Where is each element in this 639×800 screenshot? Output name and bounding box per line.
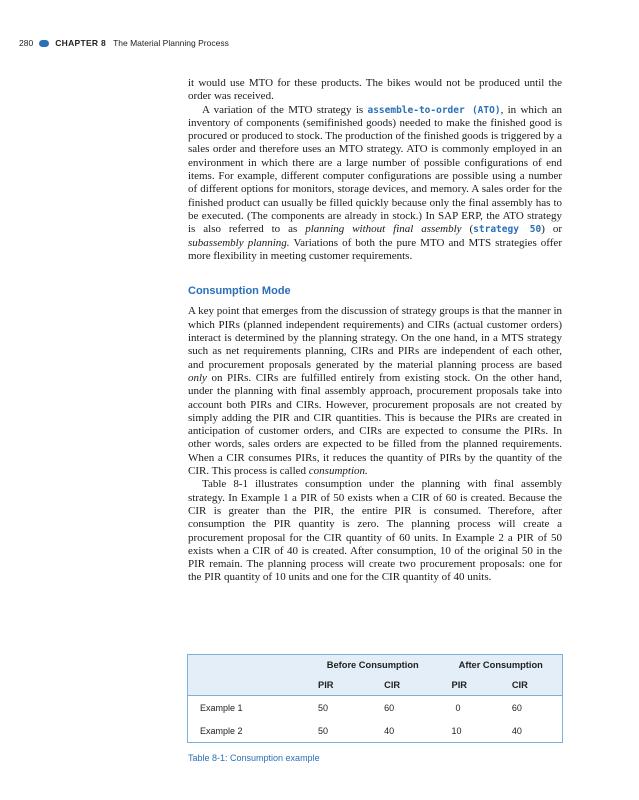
term-planning-without-final-assembly: planning without final assembly [305,223,462,236]
table-row [188,696,563,720]
table-corner-cell [188,655,307,676]
table-corner-cell [188,675,307,696]
paragraph-ato: A variation of the MTO strategy is assemble-to-order (ATO), in which an inventory of components (semifinished goods) needed to make the finished good is procured or produced to stock. The production of the finished goods is triggered by a sales order and therefore uses an MTO strategy. ATO is commonly employed in an environment in which there are a large number of possible configurations of end items. For example, different computer configurations are possible using a number of different options for monitors, storage devices, and memory. A sales order for the finished product can usually be filled quickly because only the final assembly has to be executed. (The components are already in stock.) In SAP ERP, the ATO strategy is also referred to as planning without final assembly (strategy 50) or subassembly planning. Variations of both the pure MTO and MTS strategies offer more flexibility in meeting customer requirements. [188,103,563,262]
emphasis-only: only [188,371,207,384]
group-header-before: Before Consumption [306,655,440,676]
paragraph-table-explanation: Table 8-1 illustrates consumption under the planning with final assembly strategy. In Example 1 a PIR of 50 exists when a CIR of 60 is created. Because the CIR is greater than the PIR, the entire PIR is consumed. Therefore, after consumption the PIR quantity is zero. The planning process will create a procurement proposal for the CIR quantity of 60 units. In Example 2 a PIR of 50 exists when a CIR of 40 is created. After consumption, 10 of the original 50 in the PIR remain. The planning process will create two procurement proposals: one for the PIR quantity of 10 units and one for the CIR quantity of 40 units. [188,478,562,584]
body-text [188,77,562,585]
cell-before-pir: 50 [306,696,372,720]
paragraph-consumption-mode: A key point that emerges from the discussion of strategy groups is that the manner in which PIRs (planned independent requirements) and CIRs (actual customer orders) interact is determined by the planning strategy. On the one hand, in a MTS strategy such as net requirements planning, CIRs and PIRs are independent of each other, and procurement proposals generated by the material planning process are based only on PIRs. CIRs are fulfilled entirely from existing stock. On the other hand, under the planning with final assembly approach, procurement proposals take into account both PIRs and CIRs. However, procurement proposals are not created by simply adding the PIR and CIR quantities. This is because the PIRs are created in anticipation of customer orders, and CIRs are expected to consume the PIRs. In other words, sales orders are expected to be filled from the planned requirements. When a CIR consumes PIRs, it reduces the quantity of PIRs by the quantity of the CIR. This process is called consumption. [188,305,562,478]
cell-after-cir: 40 [511,725,522,736]
row-label: Example 2 [200,725,243,736]
sub-header-after-cir: CIR [500,675,563,696]
cell-before-pir: 50 [318,725,329,736]
term-consumption: consumption. [308,465,368,478]
chapter-label: CHAPTER 8 [55,38,107,48]
cell-after-pir: 0 [440,696,500,720]
header-bullet-icon [39,40,49,47]
page-number: 280 [19,38,34,48]
consumption-table [187,654,563,743]
sub-header-before-pir: PIR [306,675,372,696]
cell-after-pir: 10 [451,725,462,736]
cell-after-cir: 60 [500,696,563,720]
table-row [188,719,563,743]
table-caption: Table 8-1: Consumption example [188,753,320,763]
paragraph-continuation: it would use MTO for these products. The bikes would not be produced until the order was received. [188,77,562,103]
term-subassembly-planning: subassembly planning. [188,236,290,249]
row-label: Example 1 [188,696,307,720]
running-header [19,38,229,48]
term-assemble-to-order: assemble-to-order (ATO) [367,104,501,116]
cell-before-cir: 60 [372,696,439,720]
chapter-title: The Material Planning Process [113,38,229,48]
table-group-header-row [188,655,563,676]
sub-header-before-cir: CIR [372,675,439,696]
cell-before-cir: 40 [384,725,395,736]
group-header-after: After Consumption [440,655,563,676]
term-strategy-50: strategy 50 [473,224,542,236]
sub-header-after-pir: PIR [440,675,500,696]
section-heading: Consumption Mode [188,285,291,298]
table-sub-header-row [188,675,563,696]
